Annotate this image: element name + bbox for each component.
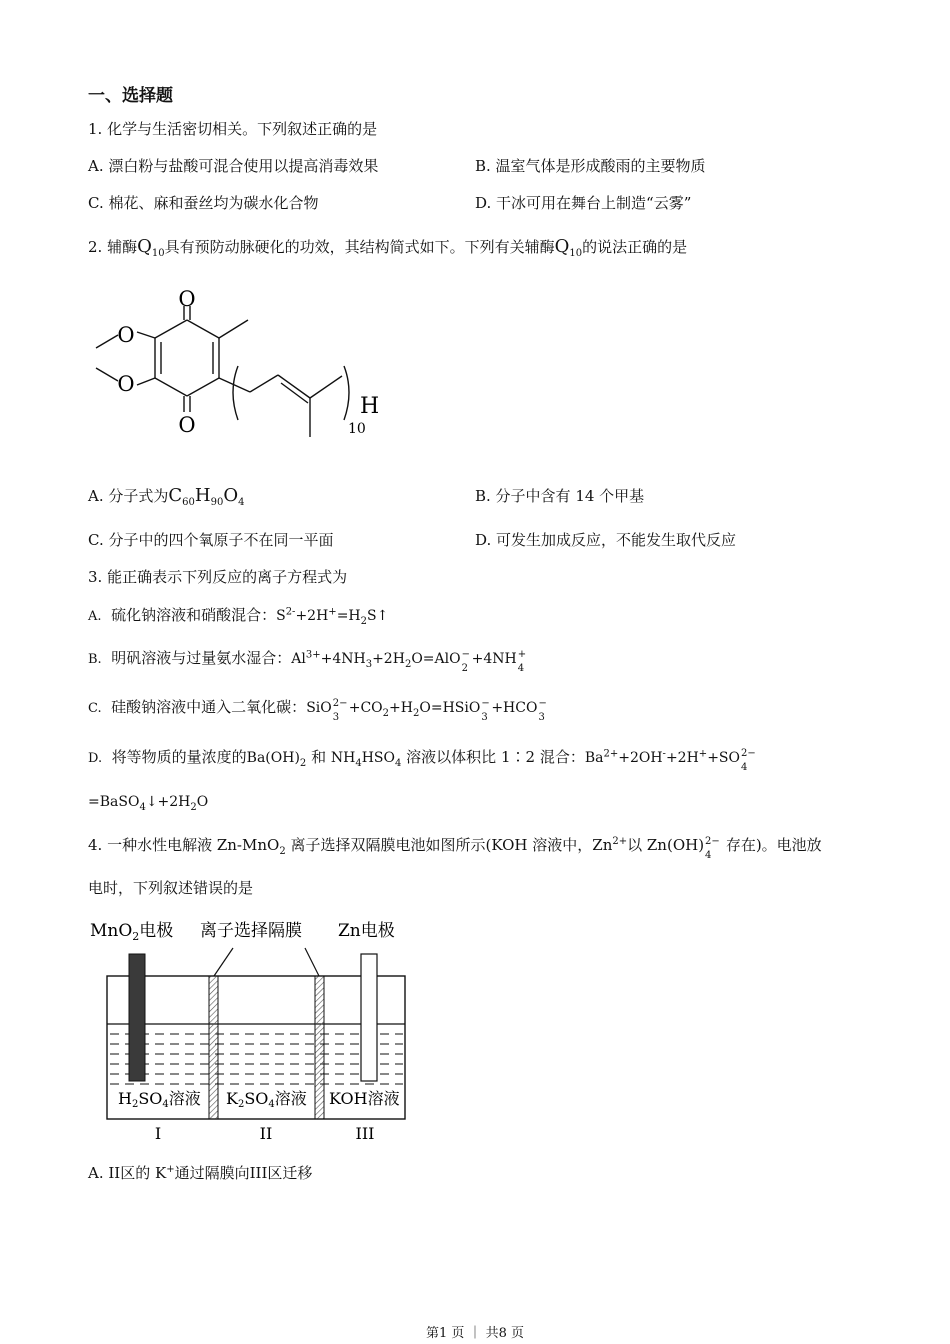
methoxy-oxygen-bottom: O bbox=[117, 372, 135, 396]
q2-option-b: B. 分子中含有 14 个甲基 bbox=[475, 487, 645, 505]
question-2-stem: 2. 辅酶$Q_{10}$具有预防动脉硬化的功效，其结构简式如下。下列有关辅酶$Q_{10}$的说法正确的是 bbox=[88, 236, 688, 259]
ion-selective-membrane-right bbox=[315, 976, 324, 1119]
q2-option-d: D. 可发生加成反应，不能发生取代反应 bbox=[475, 531, 737, 549]
question-4-stem-line2: 电时，下列叙述错误的是 bbox=[88, 879, 254, 897]
battery-diagram bbox=[88, 912, 418, 1152]
q1-option-d: D. 干冰可用在舞台上制造“云雾” bbox=[475, 194, 692, 212]
question-4-stem-line1: 4. 一种水性电解液 Zn-MnO$_2$ 离子选择双隔膜电池如图所示(KOH 溶液中，$Zn^{2+}$以 Zn(OH) 2− 4 存在)。电池放 bbox=[88, 836, 822, 861]
q4-option-a: A. II区的 K+通过隔膜向III区迁移 bbox=[88, 1164, 313, 1182]
q1-option-a: A. 漂白粉与盐酸可混合使用以提高消毒效果 bbox=[88, 157, 379, 175]
carbonyl-oxygen-top: O bbox=[178, 287, 196, 311]
q3-option-a: A. 硫化钠溶液和硝酸混合：$S^{2-}+2H^+=H_2S↑$ bbox=[88, 606, 389, 627]
q1-option-b: B. 温室气体是形成酸雨的主要物质 bbox=[475, 157, 706, 175]
carbonyl-oxygen-bottom: O bbox=[178, 413, 196, 437]
page-footer: 第1 页 ｜ 共8 页 bbox=[425, 1326, 525, 1341]
region-3-label: III bbox=[355, 1124, 375, 1143]
q2-option-a: A. 分子式为$C_{60}H_{90}O_4$ bbox=[88, 485, 245, 508]
repeat-count: 10 bbox=[348, 421, 366, 437]
terminal-hydrogen: H bbox=[360, 394, 380, 419]
coenzyme-q10-structure bbox=[88, 280, 398, 460]
mno2-electrode bbox=[129, 954, 145, 1081]
k2so4-solution-label: K2SO4溶液 bbox=[226, 1089, 307, 1110]
membrane-label: 离子选择隔膜 bbox=[200, 921, 302, 941]
q3-option-b: B. 明矾溶液与过量氨水湿合：$Al^{3+}+4NH_3+2H_2O=AlO$ − 2 +4NH + 4 bbox=[88, 649, 527, 674]
question-3-stem: 3. 能正确表示下列反应的离子方程式为 bbox=[88, 568, 348, 586]
q1-option-c: C. 棉花、麻和蚕丝均为碳水化合物 bbox=[88, 194, 319, 212]
koh-solution-label: KOH溶液 bbox=[329, 1089, 400, 1108]
q3-option-c: C. 硅酸钠溶液中通入二氧化碳：SiO 2− 3 $+CO_2+H_2O=HSiO$ − 3 +HCO − 3 bbox=[88, 698, 547, 723]
mno2-electrode-label: MnO$_2$电极 bbox=[90, 921, 174, 943]
h2so4-solution-label: H2SO4溶液 bbox=[118, 1089, 201, 1110]
zn-electrode bbox=[361, 954, 377, 1081]
region-2-label: II bbox=[259, 1124, 273, 1143]
q3-option-d-continuation: $=BaSO_4↓+2H_2O$ bbox=[88, 794, 209, 813]
q2-option-c: C. 分子中的四个氧原子不在同一平面 bbox=[88, 531, 334, 549]
q3-option-d: D. 将等物质的量浓度的$Ba(OH)_2$ 和 $NH_4HSO_4$ 溶液以体积比 1∶2 混合：$Ba^{2+}+2OH^-+2H^++SO$ 2− 4 bbox=[88, 748, 756, 773]
ion-selective-membrane-left bbox=[209, 976, 218, 1119]
section-title: 一、选择题 bbox=[88, 86, 173, 106]
region-1-label: I bbox=[154, 1124, 162, 1143]
methoxy-oxygen-top: O bbox=[117, 323, 135, 347]
question-1-stem: 1. 化学与生活密切相关。下列叙述正确的是 bbox=[88, 120, 378, 138]
zn-electrode-label: Zn电极 bbox=[338, 921, 395, 941]
